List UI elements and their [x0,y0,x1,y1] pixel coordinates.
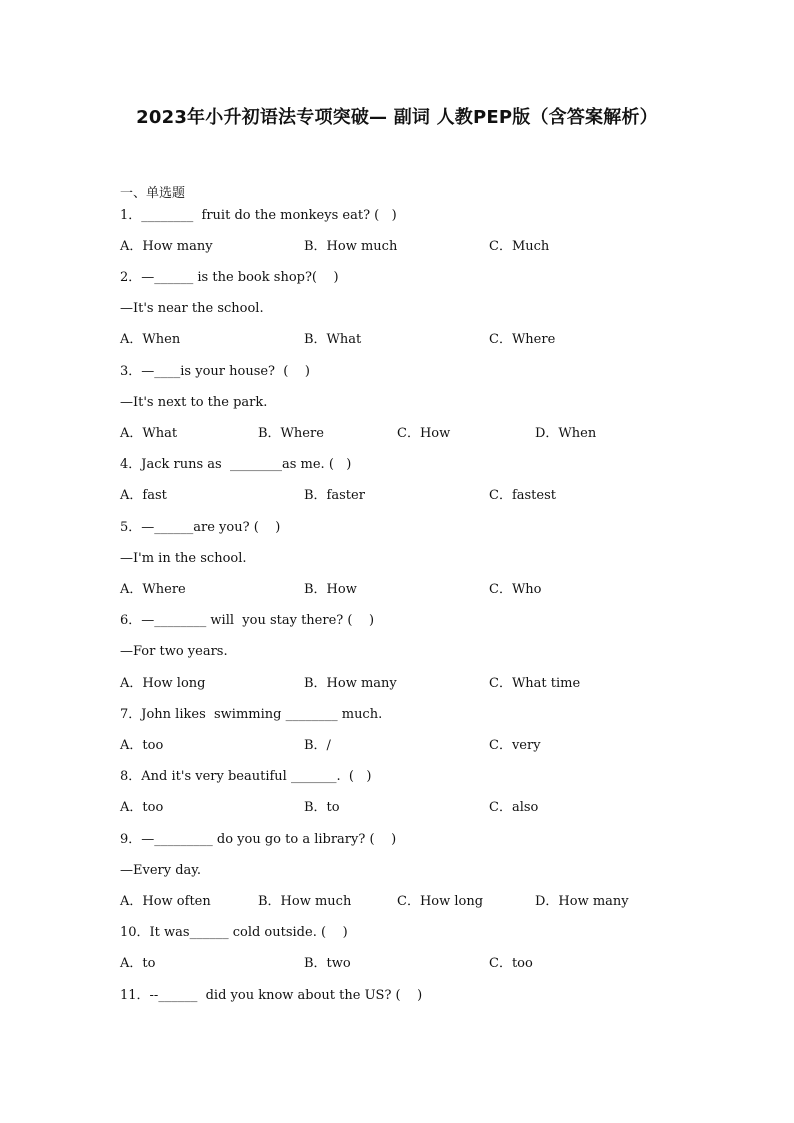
option-b: B．How many [304,676,397,691]
option-a: A．Where [120,582,186,597]
option-c: C．also [489,800,539,815]
option-a: A．How long [120,676,206,691]
question-reply: —Every day. [120,863,202,878]
question-reply: —I'm in the school. [120,551,247,566]
option-d: D．How many [535,894,629,909]
option-c: C．Much [489,239,550,254]
option-a: A．too [120,800,164,815]
option-a: A．When [120,332,181,347]
option-b: B．How much [304,239,398,254]
question-stem: 11．--______ did you know about the US? ( ) [120,988,423,1003]
option-b: B．faster [304,488,365,503]
option-c: C．fastest [489,488,556,503]
question-stem: 1．________ fruit do the monkeys eat? ( ) [120,208,397,223]
option-a: A．How often [120,894,211,909]
question-reply: —For two years. [120,644,228,659]
option-c: C．How long [397,894,484,909]
option-b: B．How [304,582,357,597]
question-stem: 4．Jack runs as ________as me. ( ) [120,457,352,472]
question-stem: 9．—_________ do you go to a library? ( ) [120,832,397,847]
option-c: C．too [489,956,533,971]
option-c: C．How [397,426,451,441]
option-c: C．What time [489,676,581,691]
option-b: B．Where [258,426,324,441]
option-a: A．fast [120,488,167,503]
question-stem: 6．—________ will you stay there? ( ) [120,613,375,628]
option-b: B．What [304,332,362,347]
option-a: A．to [120,956,156,971]
option-c: C．Who [489,582,542,597]
question-reply: —It's near the school. [120,301,264,316]
question-reply: —It's next to the park. [120,395,268,410]
option-a: A．too [120,738,164,753]
section-heading: 一、单选题 [120,186,186,201]
question-stem: 10．It was______ cold outside. ( ) [120,925,348,940]
option-c: C．Where [489,332,556,347]
question-stem: 7．John likes swimming ________ much. [120,707,383,722]
option-a: A．How many [120,239,213,254]
page-title: 2023年小升初语法专项突破— 副词 人教PEP版（含答案解析） [136,107,658,128]
question-stem: 8．And it's very beautiful _______. ( ) [120,769,372,784]
question-stem: 2．—______ is the book shop?( ) [120,270,339,285]
option-b: B．How much [258,894,352,909]
option-d: D．When [535,426,597,441]
question-stem: 5．—______are you? ( ) [120,520,281,535]
option-b: B．to [304,800,340,815]
option-b: B．/ [304,738,331,753]
question-stem: 3．—____is your house? ( ) [120,364,310,379]
option-c: C．very [489,738,541,753]
option-b: B．two [304,956,351,971]
option-a: A．What [120,426,178,441]
